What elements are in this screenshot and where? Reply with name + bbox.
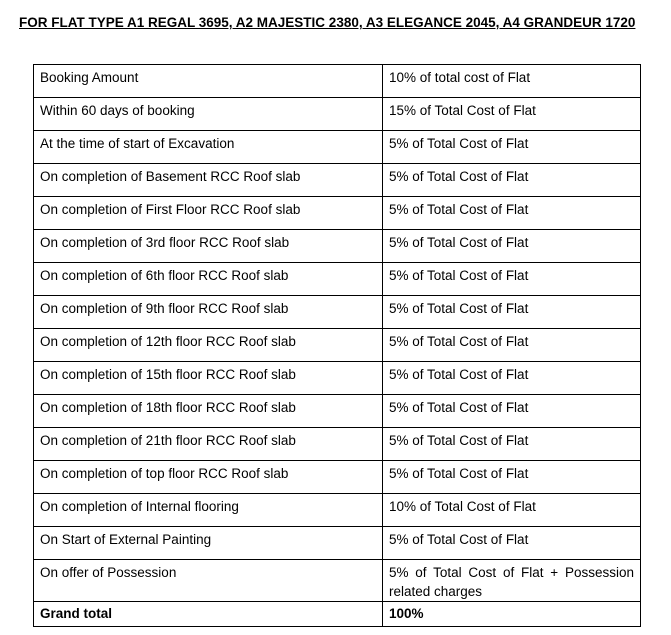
stage-cell: On completion of 12th floor RCC Roof slab xyxy=(34,329,383,362)
stage-cell: On completion of 3rd floor RCC Roof slab xyxy=(34,230,383,263)
grand-total-row xyxy=(34,602,641,627)
payment-cell: 10% of Total Cost of Flat xyxy=(383,494,641,527)
payment-cell: 5% of Total Cost of Flat xyxy=(383,428,641,461)
table-row xyxy=(34,263,641,296)
table-row xyxy=(34,461,641,494)
payment-cell: 5% of Total Cost of Flat xyxy=(383,131,641,164)
payment-cell: 5% of Total Cost of Flat xyxy=(383,197,641,230)
stage-cell: On completion of Internal flooring xyxy=(34,494,383,527)
payment-plan-table xyxy=(33,64,641,627)
table-row xyxy=(34,197,641,230)
payment-cell: 5% of Total Cost of Flat + Possession related charges xyxy=(383,560,641,602)
table-row xyxy=(34,131,641,164)
stage-cell: On completion of Basement RCC Roof slab xyxy=(34,164,383,197)
table-row xyxy=(34,527,641,560)
stage-cell: On completion of 21th floor RCC Roof slab xyxy=(34,428,383,461)
stage-cell: Within 60 days of booking xyxy=(34,98,383,131)
table-row xyxy=(34,164,641,197)
payment-cell: 10% of total cost of Flat xyxy=(383,65,641,98)
payment-cell: 5% of Total Cost of Flat xyxy=(383,527,641,560)
table-row xyxy=(34,395,641,428)
payment-cell: 5% of Total Cost of Flat xyxy=(383,329,641,362)
table-row xyxy=(34,428,641,461)
table-row xyxy=(34,296,641,329)
stage-cell: On offer of Possession xyxy=(34,560,383,602)
grand-total-value: 100% xyxy=(383,602,641,627)
stage-cell: On completion of 6th floor RCC Roof slab xyxy=(34,263,383,296)
payment-cell: 5% of Total Cost of Flat xyxy=(383,296,641,329)
table-row xyxy=(34,329,641,362)
stage-cell: At the time of start of Excavation xyxy=(34,131,383,164)
stage-cell: On completion of 9th floor RCC Roof slab xyxy=(34,296,383,329)
payment-cell: 5% of Total Cost of Flat xyxy=(383,263,641,296)
table-row xyxy=(34,230,641,263)
payment-cell: 15% of Total Cost of Flat xyxy=(383,98,641,131)
stage-cell: On completion of top floor RCC Roof slab xyxy=(34,461,383,494)
payment-cell: 5% of Total Cost of Flat xyxy=(383,395,641,428)
table-row xyxy=(34,65,641,98)
table-row xyxy=(34,362,641,395)
table-row xyxy=(34,98,641,131)
payment-cell: 5% of Total Cost of Flat xyxy=(383,230,641,263)
payment-cell: 5% of Total Cost of Flat xyxy=(383,164,641,197)
table-row xyxy=(34,494,641,527)
table-row xyxy=(34,560,641,602)
stage-cell: On completion of 15th floor RCC Roof slab xyxy=(34,362,383,395)
stage-cell: On completion of 18th floor RCC Roof slab xyxy=(34,395,383,428)
payment-cell: 5% of Total Cost of Flat xyxy=(383,362,641,395)
stage-cell: On Start of External Painting xyxy=(34,527,383,560)
grand-total-label: Grand total xyxy=(34,602,383,627)
stage-cell: On completion of First Floor RCC Roof slab xyxy=(34,197,383,230)
payment-cell: 5% of Total Cost of Flat xyxy=(383,461,641,494)
page-heading: FOR FLAT TYPE A1 REGAL 3695, A2 MAJESTIC 2380, A3 ELEGANCE 2045, A4 GRANDEUR 1720 xyxy=(19,15,636,30)
stage-cell: Booking Amount xyxy=(34,65,383,98)
